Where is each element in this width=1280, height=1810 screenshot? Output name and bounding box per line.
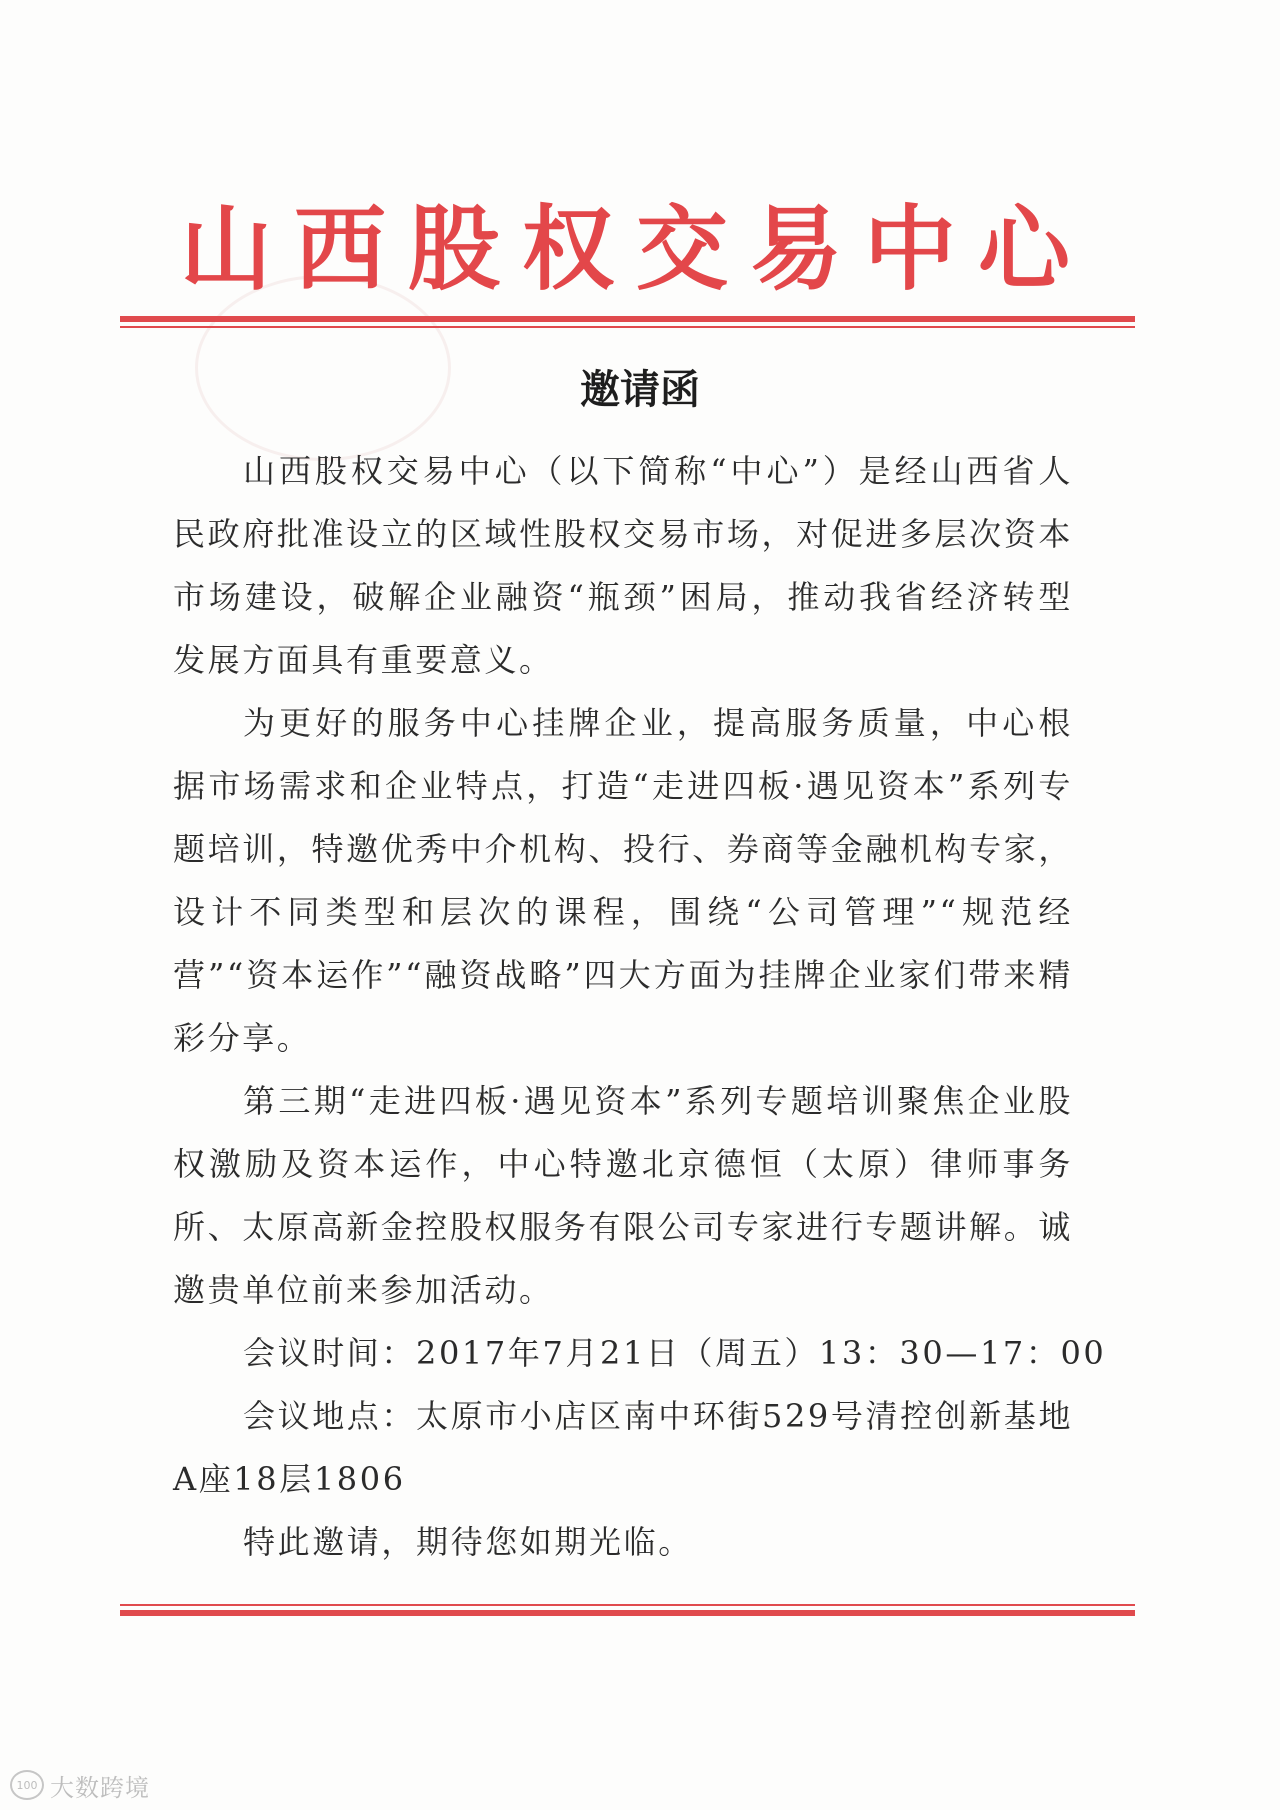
- meeting-place: 会议地点：太原市小店区南中环街529号清控创新基地: [243, 1397, 1074, 1435]
- paragraph-training-series: 为更好的服务中心挂牌企业，提高服务质量，中心根据市场需求和企业特点，打造“走进四板·遇见资本”系列专题培训，特邀优秀中介机构、投行、券商等金融机构专家，设计不同类型和层次的课程，围绕“公司管理”“规范经营”“资本运作”“融资战略”四大方面为挂牌企业家们带来精彩分享。: [173, 704, 1073, 1057]
- footer-divider: [120, 1604, 1135, 1616]
- watermark-logo-icon: 100: [10, 1770, 44, 1800]
- source-watermark: [10, 1768, 150, 1802]
- meeting-time: 会议时间：2017年7月21日（周五）13：30—17：00: [243, 1334, 1107, 1372]
- letter-body: [173, 440, 1107, 1574]
- closing-line: 特此邀请，期待您如期光临。: [243, 1523, 693, 1561]
- letterhead-org-name: 山西股权交易中心: [180, 196, 1093, 303]
- paragraph-third-session: 第三期“走进四板·遇见资本”系列专题培训聚焦企业股权激励及资本运作，中心特邀北京德恒（太原）律师事务所、太原高新金控股权服务有限公司专家进行专题讲解。诚邀贵单位前来参加活动。: [173, 1082, 1073, 1309]
- meeting-place-continued: A座18层1806: [173, 1460, 406, 1498]
- paragraph-intro: 山西股权交易中心（以下简称“中心”）是经山西省人民政府批准设立的区域性股权交易市场，对促进多层次资本市场建设，破解企业融资“瓶颈”困局，推动我省经济转型发展方面具有重要意义。: [173, 452, 1073, 679]
- document-heading: 邀请函: [580, 367, 700, 413]
- watermark-text: 大数跨境: [50, 1773, 150, 1802]
- letterhead-divider: [120, 316, 1135, 328]
